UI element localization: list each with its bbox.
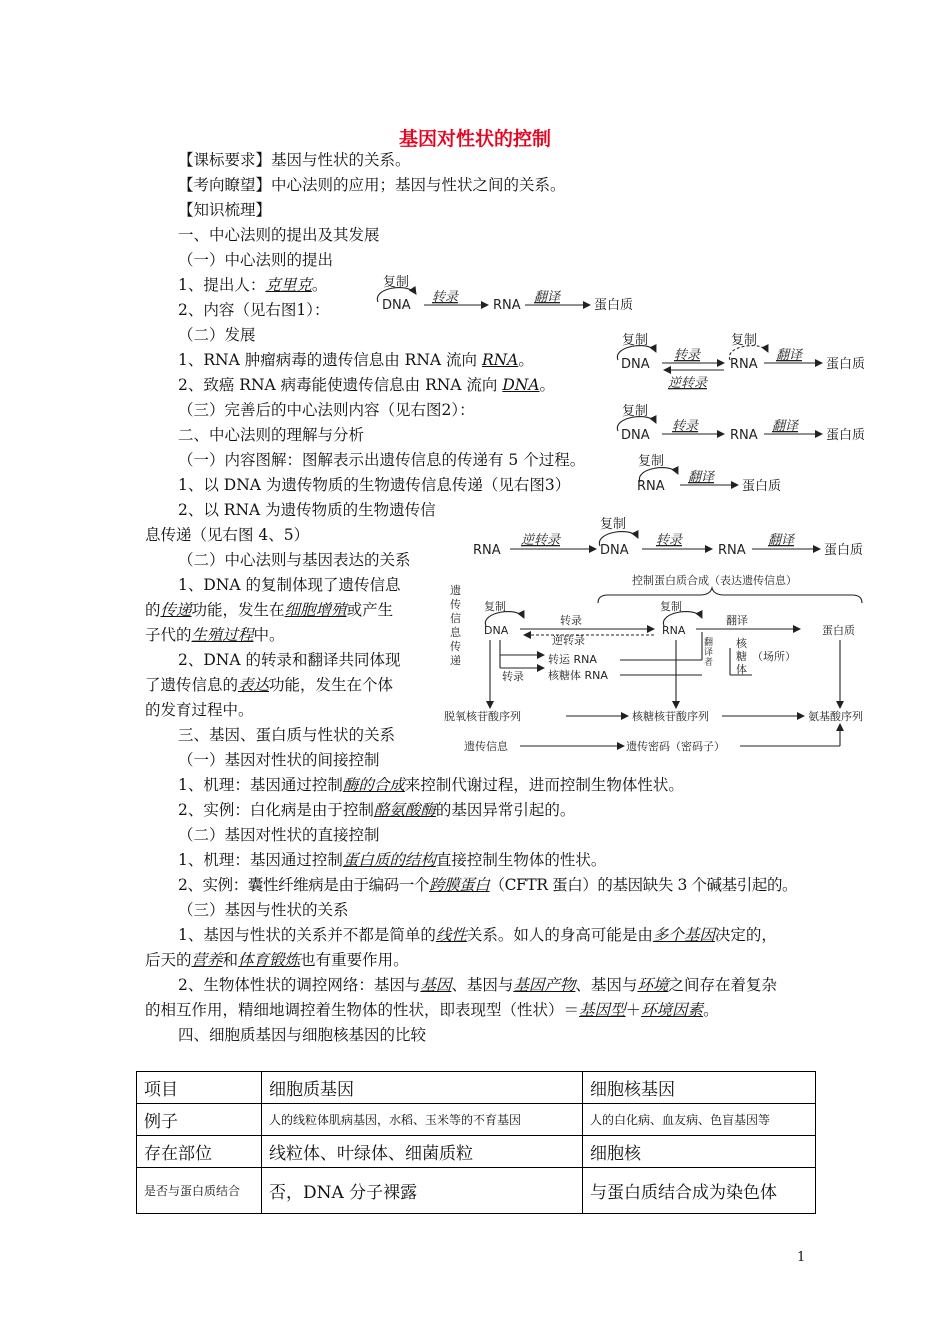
label-rna: RNA bbox=[662, 624, 686, 637]
text: 2、致癌 RNA 病毒能使遗传信息由 RNA 流向 bbox=[178, 376, 503, 394]
text: 1、提出人： bbox=[178, 276, 266, 294]
label-dna: DNA bbox=[621, 428, 650, 443]
label-protein: 蛋白质 bbox=[742, 479, 782, 494]
side-char: 信 bbox=[450, 612, 461, 625]
label-rna: RNA bbox=[493, 298, 521, 313]
label-copy: 复制 bbox=[731, 333, 758, 348]
label-transcribe: 转录 bbox=[672, 419, 699, 434]
fill-answer: DNA bbox=[502, 376, 540, 394]
table-cell: 细胞核 bbox=[583, 1136, 816, 1168]
text-line: 2、内容（见右图1）： bbox=[178, 301, 330, 319]
fill-answer: 多个基因 bbox=[652, 926, 715, 944]
label-translate: 翻译 bbox=[534, 290, 561, 305]
comparison-table bbox=[136, 1071, 816, 1214]
fill-answer: 基因产物 bbox=[513, 976, 576, 994]
side-char: 遗 bbox=[450, 584, 461, 597]
text: 关系。如人的身高可能是由 bbox=[466, 926, 653, 944]
fill-answer: 酪氨酸酶 bbox=[373, 801, 436, 819]
label-rna: RNA bbox=[718, 543, 746, 558]
text-line: （三）完善后的中心法则内容（见右图2）： bbox=[178, 401, 475, 419]
text: 。 bbox=[311, 276, 328, 294]
translator-char: 译 bbox=[704, 648, 714, 658]
fill-answer: 生殖过程 bbox=[191, 626, 254, 644]
text: （CFTR 蛋白）的基因缺失 3 个碱基引起的。 bbox=[489, 876, 798, 894]
side-char: 传 bbox=[450, 640, 461, 653]
label-copy: 复制 bbox=[600, 517, 627, 532]
text: 直接控制生物体的性状。 bbox=[435, 851, 607, 869]
fill-answer: 表达 bbox=[238, 676, 270, 694]
text: 1、RNA 肿瘤病毒的遗传信息由 RNA 流向 bbox=[178, 351, 482, 369]
label-rrna: 核糖体 RNA bbox=[548, 669, 608, 682]
translator-char: 者 bbox=[704, 658, 714, 668]
table-cell: 存在部位 bbox=[137, 1136, 262, 1168]
text: 的 bbox=[145, 601, 161, 619]
text: 也有重要作用。 bbox=[300, 951, 409, 969]
label-deoxy: 脱氧核苷酸序列 bbox=[444, 710, 521, 723]
text: 功能，发生在 bbox=[191, 601, 285, 619]
fill-answer: 基因型 bbox=[579, 1001, 626, 1019]
label-copy: 复制 bbox=[484, 600, 506, 613]
table-header-cell: 细胞质基因 bbox=[262, 1072, 583, 1104]
label-codon: 遗传密码（密码子） bbox=[626, 740, 725, 753]
label-dna: DNA bbox=[382, 298, 411, 313]
text-line: 【课标要求】基因与性状的关系。 bbox=[178, 151, 411, 169]
text: 中。 bbox=[253, 626, 285, 644]
table-header-cell: 细胞核基因 bbox=[583, 1072, 816, 1104]
table-cell: 线粒体、叶绿体、细菌质粒 bbox=[262, 1136, 583, 1168]
text-line: 一、中心法则的提出及其发展 bbox=[178, 226, 380, 244]
label-protein: 蛋白质 bbox=[826, 357, 866, 372]
text: 2、实例：白化病是由于控制 bbox=[178, 801, 374, 819]
text-line: （三）基因与性状的关系 bbox=[178, 901, 349, 919]
label-trna: 转运 RNA bbox=[548, 653, 597, 666]
table-cell: 例子 bbox=[137, 1104, 262, 1136]
label-transcribe: 转录 bbox=[674, 348, 701, 363]
label-translate: 翻译 bbox=[688, 470, 715, 485]
label-copy: 复制 bbox=[383, 275, 410, 290]
text: 了遗传信息的 bbox=[145, 676, 239, 694]
text-line: 【知识梳理】 bbox=[178, 201, 272, 219]
label-transcribe: 转录 bbox=[432, 290, 459, 305]
translator-char: 翻 bbox=[704, 638, 714, 648]
label-dna: DNA bbox=[484, 624, 509, 637]
fill-answer: 克里克 bbox=[265, 276, 312, 294]
text: 来控制代谢过程，进而控制生物体性状。 bbox=[404, 776, 684, 794]
text: 1、机理：基因通过控制 bbox=[178, 776, 343, 794]
ribosome-char: 体 bbox=[736, 663, 747, 676]
fill-answer: 细胞增殖 bbox=[284, 601, 347, 619]
text: 或产生 bbox=[346, 601, 394, 619]
text: 2、生物体性状的调控网络：基因与 bbox=[178, 976, 421, 994]
label-reverse: 逆转录 bbox=[668, 376, 708, 391]
table-header-cell: 项目 bbox=[137, 1072, 262, 1104]
text-line: （二）基因对性状的直接控制 bbox=[178, 826, 380, 844]
label-dna: DNA bbox=[600, 543, 629, 558]
table-cell: 人的线粒体肌病基因，水稻、玉米等的不育基因 bbox=[262, 1104, 583, 1136]
text: 子代的 bbox=[145, 626, 192, 644]
text-line: （一）内容图解：图解表示出遗传信息的传递有 5 个过程。 bbox=[178, 451, 586, 469]
label-copy: 复制 bbox=[638, 454, 665, 469]
text: ＋ bbox=[625, 1001, 642, 1019]
fill-answer: 基因 bbox=[420, 976, 452, 994]
label-rna: RNA bbox=[637, 479, 665, 494]
text-line: 息传递（见右图 4、5） bbox=[145, 526, 310, 544]
text: 2、实例：囊性纤维病是由于编码一个 bbox=[178, 876, 430, 894]
text-line: 2、DNA 的转录和翻译共同体现 bbox=[178, 651, 401, 669]
text: 。 bbox=[703, 1001, 719, 1019]
table-row bbox=[137, 1072, 816, 1104]
label-copy: 复制 bbox=[660, 600, 682, 613]
label-rna: RNA bbox=[473, 543, 501, 558]
label-rna: RNA bbox=[730, 428, 758, 443]
side-char: 递 bbox=[450, 654, 461, 667]
text-line: （二）发展 bbox=[178, 326, 256, 344]
label-protein: 蛋白质 bbox=[822, 624, 855, 637]
fill-answer: 营养 bbox=[191, 951, 223, 969]
text: 功能，发生在个体 bbox=[269, 676, 394, 694]
text-line: 1、DNA 的复制体现了遗传信息 bbox=[178, 576, 401, 594]
label-reverse: 逆转录 bbox=[521, 533, 561, 548]
label-dna: DNA bbox=[621, 357, 650, 372]
text-line: （二）中心法则与基因表达的关系 bbox=[178, 551, 411, 569]
text: 1、基因与性状的关系并不都是简单的 bbox=[178, 926, 436, 944]
text: 和 bbox=[222, 951, 239, 969]
text-line: 四、细胞质基因与细胞核基因的比较 bbox=[178, 1026, 427, 1044]
fill-answer: RNA bbox=[481, 351, 519, 369]
label-protein: 蛋白质 bbox=[826, 428, 866, 443]
label-protein: 蛋白质 bbox=[824, 543, 864, 558]
table-cell: 与蛋白质结合成为染色体 bbox=[583, 1168, 816, 1214]
text: 之间存在着复杂 bbox=[668, 976, 777, 994]
fill-answer: 线性 bbox=[435, 926, 467, 944]
page-title: 基因对性状的控制 bbox=[398, 128, 551, 150]
text-line: 【考向瞭望】中心法则的应用；基因与性状之间的关系。 bbox=[178, 176, 566, 194]
label-rna: RNA bbox=[730, 357, 758, 372]
side-char: 息 bbox=[450, 626, 461, 639]
label-transcribe: 转录 bbox=[656, 533, 683, 548]
table-cell: 否，DNA 分子裸露 bbox=[262, 1168, 583, 1214]
label-translate: 翻译 bbox=[726, 614, 748, 627]
text: 的基因异常引起的。 bbox=[435, 801, 576, 819]
fill-answer: 环境 bbox=[637, 976, 669, 994]
label-copy: 复制 bbox=[622, 404, 649, 419]
page-number: 1 bbox=[797, 1250, 806, 1265]
label-site: （场所） bbox=[752, 650, 796, 663]
table-row bbox=[137, 1136, 816, 1168]
label-transcribe: 转录 bbox=[502, 670, 524, 683]
label-translate: 翻译 bbox=[772, 419, 799, 434]
text: 1、机理：基因通过控制 bbox=[178, 851, 343, 869]
label-copy: 复制 bbox=[622, 333, 649, 348]
table-row bbox=[137, 1168, 816, 1214]
text-line: 三、基因、蛋白质与性状的关系 bbox=[178, 726, 396, 744]
label-ribonuc: 核糖核苷酸序列 bbox=[632, 710, 709, 723]
table-row bbox=[137, 1104, 816, 1136]
text-line: 二、中心法则的理解与分析 bbox=[178, 426, 365, 444]
table-cell: 人的白化病、血友病、色盲基因等 bbox=[583, 1104, 816, 1136]
label-amino: 氨基酸序列 bbox=[808, 710, 863, 723]
side-char: 传 bbox=[450, 598, 461, 611]
text: 后天的 bbox=[145, 951, 192, 969]
label-reverse: 逆转录 bbox=[552, 634, 585, 647]
label-translate: 翻译 bbox=[776, 348, 803, 363]
table-cell: 是否与蛋白质结合 bbox=[137, 1168, 262, 1214]
text: 的相互作用，精细地调控着生物体的性状，即表现型（性状）＝ bbox=[145, 1001, 580, 1019]
label-translate: 翻译 bbox=[768, 533, 795, 548]
text: 决定的， bbox=[714, 926, 777, 944]
text-line: （一）基因对性状的间接控制 bbox=[178, 751, 380, 769]
text-line: 2、以 RNA 为遗传物质的生物遗传信 bbox=[178, 501, 436, 519]
fill-answer: 酶的合成 bbox=[342, 776, 405, 794]
label-protein: 蛋白质 bbox=[594, 298, 634, 313]
label-transcribe: 转录 bbox=[560, 614, 582, 627]
text: 、基因与 bbox=[451, 976, 514, 994]
ribosome-char: 核 bbox=[736, 637, 747, 650]
text: 、基因与 bbox=[575, 976, 638, 994]
fill-answer: 蛋白质的结构 bbox=[342, 851, 436, 869]
text: 。 bbox=[518, 351, 534, 369]
ribosome-char: 糖 bbox=[736, 650, 747, 663]
text-line: 1、以 DNA 为遗传物质的生物遗传信息传递（见右图3） bbox=[178, 476, 571, 494]
fill-answer: 跨膜蛋白 bbox=[429, 876, 490, 894]
fill-answer: 传递 bbox=[160, 601, 192, 619]
label-info: 遗传信息 bbox=[464, 740, 508, 753]
text-line: （一）中心法则的提出 bbox=[178, 251, 334, 269]
fill-answer: 环境因素 bbox=[641, 1001, 704, 1019]
text: 。 bbox=[539, 376, 556, 394]
text-line: 的发育过程中。 bbox=[145, 701, 254, 719]
fill-answer: 体育锻炼 bbox=[238, 951, 301, 969]
label-control-synthesis: 控制蛋白质合成（表达遗传信息） bbox=[632, 574, 797, 587]
